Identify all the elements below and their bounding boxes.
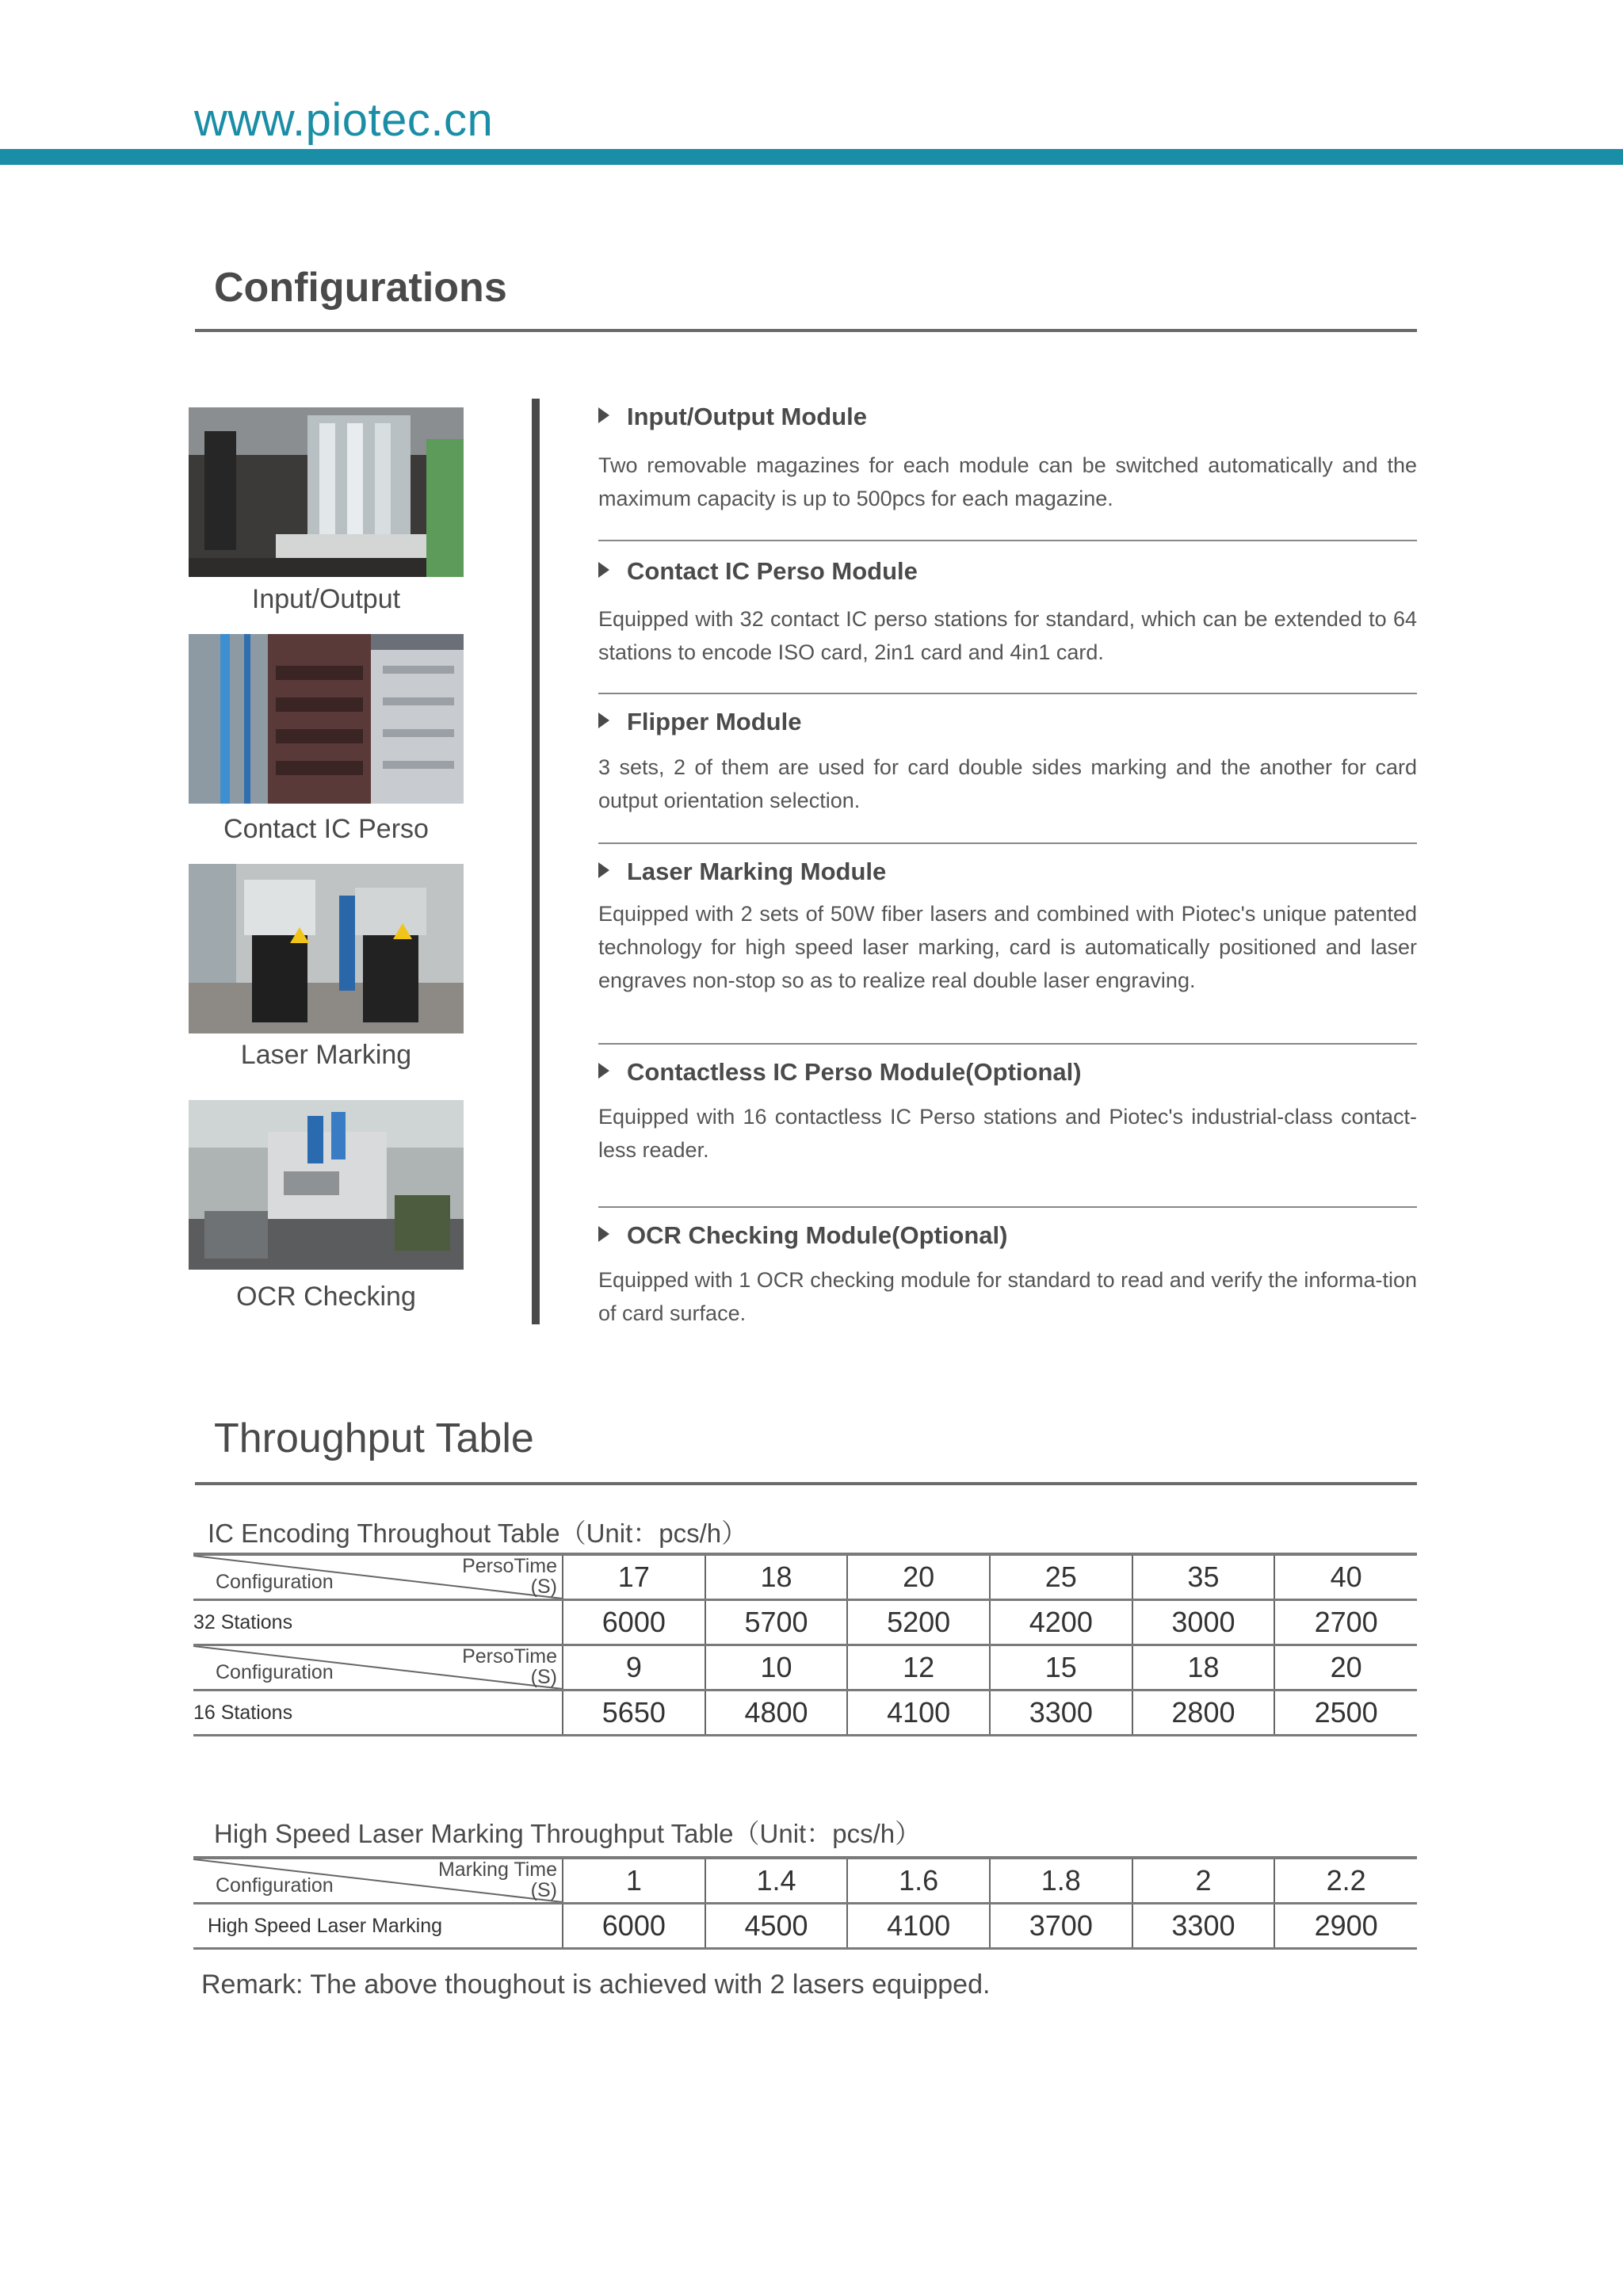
module-rule bbox=[598, 842, 1417, 844]
ic-throughput-table bbox=[193, 1553, 1417, 1736]
laser-throughput-table bbox=[193, 1856, 1417, 1950]
site-url[interactable]: www.piotec.cn bbox=[194, 94, 494, 146]
table-row bbox=[193, 1645, 1417, 1690]
table-row bbox=[193, 1690, 1417, 1736]
throughput-rule bbox=[195, 1482, 1417, 1485]
table-cell: 18 bbox=[1132, 1645, 1275, 1690]
diagonal-header-cell: PersoTime (S) Configuration bbox=[193, 1645, 563, 1690]
table-cell: 4800 bbox=[705, 1690, 848, 1736]
module-description: Equipped with 16 contactless IC Perso stations and Piotec's industrial-class contact-less reader. bbox=[598, 1105, 1417, 1162]
machine-photo-contact bbox=[189, 634, 464, 804]
triangle-bullet-icon bbox=[598, 712, 609, 728]
thumbnail-caption: OCR Checking bbox=[236, 1282, 416, 1312]
table-cell: 4200 bbox=[990, 1600, 1132, 1645]
module-heading: Contactless IC Perso Module(Optional) bbox=[598, 1058, 1082, 1087]
table-cell: 17 bbox=[563, 1554, 705, 1600]
table-cell: 3000 bbox=[1132, 1600, 1275, 1645]
table-cell: 20 bbox=[847, 1554, 990, 1600]
table-cell: 2.2 bbox=[1274, 1858, 1417, 1904]
row-label: 32 Stations bbox=[193, 1610, 293, 1633]
table-cell: 3300 bbox=[1132, 1904, 1275, 1949]
machine-photo-laser bbox=[189, 864, 464, 1033]
table-cell: 35 bbox=[1132, 1554, 1275, 1600]
table-cell: 18 bbox=[705, 1554, 848, 1600]
module-heading: Flipper Module bbox=[598, 708, 801, 736]
configurations-title: Configurations bbox=[214, 265, 507, 311]
table-cell: 9 bbox=[563, 1645, 705, 1690]
triangle-bullet-icon bbox=[598, 407, 609, 423]
module-description: 3 sets, 2 of them are used for card double sides marking and the another for card output orientation selection. bbox=[598, 755, 1417, 812]
table-cell: 10 bbox=[705, 1645, 848, 1690]
module-description: Equipped with 2 sets of 50W fiber lasers and combined with Piotec's unique patented technology for high speed laser marking, card is automatically positioned and laser engraves non-stop so as to realize real double laser engraving. bbox=[598, 902, 1417, 992]
thumbnail-caption: Input/Output bbox=[251, 584, 401, 614]
table-cell: 25 bbox=[990, 1554, 1132, 1600]
table-cell: 2 bbox=[1132, 1858, 1275, 1904]
table-cell: 2900 bbox=[1274, 1904, 1417, 1949]
thumbnail-caption: Contact IC Perso bbox=[223, 814, 429, 844]
table-cell: 3300 bbox=[990, 1690, 1132, 1736]
table-cell: 12 bbox=[847, 1645, 990, 1690]
module-rule bbox=[598, 1043, 1417, 1045]
triangle-bullet-icon bbox=[598, 862, 609, 878]
table-row bbox=[193, 1858, 1417, 1904]
table-cell: 2800 bbox=[1132, 1690, 1275, 1736]
header-bar bbox=[0, 149, 1623, 165]
table-cell: 1.8 bbox=[990, 1858, 1132, 1904]
table-cell: 6000 bbox=[563, 1600, 705, 1645]
module-description: Equipped with 1 OCR checking module for standard to read and verify the informa-tion of card surface. bbox=[598, 1268, 1417, 1325]
module-rule bbox=[598, 693, 1417, 694]
machine-photo-io bbox=[189, 407, 464, 577]
module-rule bbox=[598, 1206, 1417, 1208]
module-description: Equipped with 32 contact IC perso stations for standard, which can be extended to 64 stations to encode ISO card, 2in1 card and 4in1 card. bbox=[598, 607, 1417, 664]
table-row bbox=[193, 1554, 1417, 1600]
table-row bbox=[193, 1600, 1417, 1645]
module-heading: Input/Output Module bbox=[598, 403, 867, 431]
module-heading: OCR Checking Module(Optional) bbox=[598, 1221, 1008, 1250]
triangle-bullet-icon bbox=[598, 1226, 609, 1242]
table-cell: 3700 bbox=[990, 1904, 1132, 1949]
table-cell: 6000 bbox=[563, 1904, 705, 1949]
table-cell: 15 bbox=[990, 1645, 1132, 1690]
module-rule bbox=[598, 540, 1417, 541]
table-row bbox=[193, 1904, 1417, 1949]
table-cell: 2700 bbox=[1274, 1600, 1417, 1645]
table-cell: 2500 bbox=[1274, 1690, 1417, 1736]
table-cell: 1.4 bbox=[705, 1858, 848, 1904]
table-cell: 20 bbox=[1274, 1645, 1417, 1690]
table-cell: 40 bbox=[1274, 1554, 1417, 1600]
table-cell: 5650 bbox=[563, 1690, 705, 1736]
thumbnail-caption: Laser Marking bbox=[240, 1040, 412, 1070]
table-cell: 1.6 bbox=[847, 1858, 990, 1904]
table-cell: 4500 bbox=[705, 1904, 848, 1949]
throughput-title: Throughput Table bbox=[214, 1415, 534, 1461]
row-label: 16 Stations bbox=[193, 1701, 293, 1724]
laser-table-title: High Speed Laser Marking Throughput Table（Unit：pcs/h） bbox=[214, 1819, 922, 1848]
triangle-bullet-icon bbox=[598, 562, 609, 578]
diagonal-header-cell: PersoTime (S) Configuration bbox=[193, 1554, 563, 1600]
ic-table-title: IC Encoding Throughout Table（Unit：pcs/h） bbox=[208, 1519, 748, 1548]
remark-text: Remark: The above thoughout is achieved with 2 lasers equipped. bbox=[201, 1969, 991, 2000]
vertical-divider bbox=[532, 399, 540, 1324]
module-description: Two removable magazines for each module can be switched automatically and the maximum capacity is up to 500pcs for each magazine. bbox=[598, 453, 1417, 510]
configurations-rule bbox=[195, 329, 1417, 332]
table-cell: 5700 bbox=[705, 1600, 848, 1645]
table-cell: 1 bbox=[563, 1858, 705, 1904]
table-cell: 4100 bbox=[847, 1904, 990, 1949]
machine-photo-ocr bbox=[189, 1100, 464, 1270]
table-cell: 5200 bbox=[847, 1600, 990, 1645]
diagonal-header-cell: Marking Time (S) Configuration bbox=[193, 1858, 563, 1904]
module-heading: Contact IC Perso Module bbox=[598, 557, 918, 586]
triangle-bullet-icon bbox=[598, 1063, 609, 1079]
table-cell: 4100 bbox=[847, 1690, 990, 1736]
row-label: High Speed Laser Marking bbox=[208, 1914, 442, 1937]
module-heading: Laser Marking Module bbox=[598, 858, 886, 886]
